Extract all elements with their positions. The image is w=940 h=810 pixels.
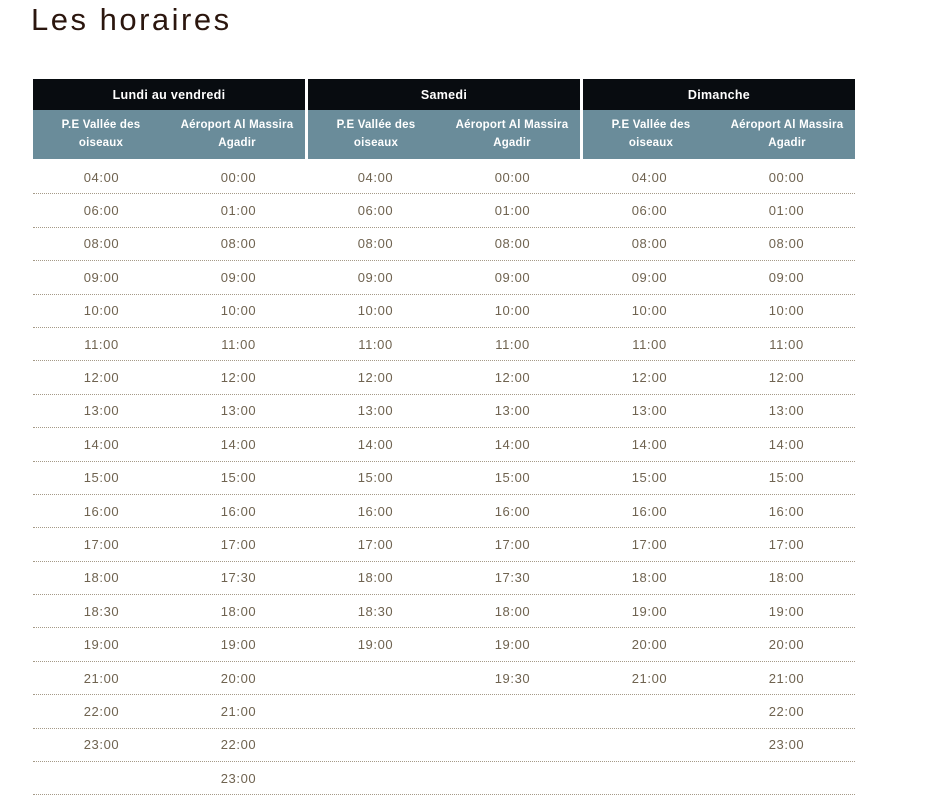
table-row — [33, 428, 855, 461]
time-cell: 12:00 — [83, 370, 120, 386]
time-cell — [444, 762, 581, 794]
stop-name-line2: Agadir — [218, 136, 256, 149]
stop-name-line2: oiseaux — [78, 136, 124, 149]
table-row — [33, 595, 855, 628]
table-row — [33, 261, 855, 294]
stop-name-line2: Agadir — [768, 136, 806, 149]
stop-name-line2: oiseaux — [628, 136, 674, 149]
table-row — [33, 194, 855, 227]
stop-column-header — [583, 110, 719, 159]
time-cell — [307, 662, 444, 694]
time-cell: 16:00 — [220, 503, 257, 519]
table-row — [33, 228, 855, 261]
time-cell: 13:00 — [494, 403, 531, 419]
time-cell: 13:00 — [768, 403, 805, 419]
time-cell: 16:00 — [768, 503, 805, 519]
day-label: Samedi — [308, 79, 580, 110]
time-cell: 19:00 — [357, 637, 394, 653]
table-row — [33, 528, 855, 561]
time-cell: 08:00 — [768, 236, 805, 252]
time-cell: 23:00 — [220, 770, 257, 786]
time-cell: 11:00 — [221, 336, 256, 352]
time-cell: 21:00 — [220, 703, 257, 719]
stop-column-header — [33, 110, 169, 159]
time-cell: 15:00 — [357, 470, 394, 486]
time-cell: 18:30 — [357, 603, 394, 619]
stop-name-line1: Aéroport Al Massira — [180, 118, 294, 131]
table-row — [33, 628, 855, 661]
time-cell: 08:00 — [631, 236, 668, 252]
time-cell: 22:00 — [83, 703, 120, 719]
time-cell: 14:00 — [494, 436, 531, 452]
stop-header-row — [33, 110, 305, 159]
stop-column-header — [308, 110, 444, 159]
stop-name-line1: P.E Vallée des — [61, 118, 141, 131]
time-cell: 19:00 — [768, 603, 805, 619]
time-cell: 21:00 — [631, 670, 668, 686]
stop-name-line2: oiseaux — [353, 136, 399, 149]
time-cell: 19:00 — [83, 637, 120, 653]
time-cell: 19:00 — [494, 637, 531, 653]
time-cell: 21:00 — [768, 670, 805, 686]
time-cell: 00:00 — [768, 169, 805, 185]
time-cell: 22:00 — [220, 737, 257, 753]
table-row — [33, 662, 855, 695]
time-cell: 14:00 — [357, 436, 394, 452]
time-cell: 06:00 — [83, 203, 120, 219]
table-row — [33, 729, 855, 762]
time-cell: 09:00 — [220, 269, 257, 285]
time-cell: 00:00 — [220, 169, 257, 185]
schedule-table — [33, 79, 855, 795]
stop-name-line1: P.E Vallée des — [336, 118, 416, 131]
time-cell: 01:00 — [494, 203, 531, 219]
time-cell: 19:00 — [631, 603, 668, 619]
time-cell: 17:00 — [631, 536, 668, 552]
day-group-header — [583, 79, 855, 159]
time-cell: 21:00 — [83, 670, 120, 686]
time-cell: 09:00 — [83, 269, 120, 285]
time-cell: 17:00 — [357, 536, 394, 552]
time-cell: 12:00 — [220, 370, 257, 386]
table-row — [33, 695, 855, 728]
time-cell: 09:00 — [494, 269, 531, 285]
time-cell: 08:00 — [357, 236, 394, 252]
time-cell: 18:30 — [83, 603, 120, 619]
stop-header-row — [583, 110, 855, 159]
stop-name-line2: Agadir — [493, 136, 531, 149]
time-cell: 15:00 — [494, 470, 531, 486]
time-cell: 16:00 — [357, 503, 394, 519]
table-row — [33, 495, 855, 528]
table-row — [33, 462, 855, 495]
day-label: Dimanche — [583, 79, 855, 110]
time-cell: 06:00 — [631, 203, 668, 219]
time-cell: 18:00 — [220, 603, 257, 619]
time-cell: 08:00 — [220, 236, 257, 252]
day-group-header — [33, 79, 305, 159]
time-cell — [581, 695, 718, 727]
time-cell: 10:00 — [220, 303, 257, 319]
time-cell: 15:00 — [768, 470, 805, 486]
day-group-header — [308, 79, 580, 159]
time-cell: 14:00 — [83, 436, 120, 452]
time-cell: 18:00 — [768, 570, 805, 586]
time-cell: 10:00 — [494, 303, 531, 319]
time-cell — [33, 762, 170, 794]
time-cell: 18:00 — [494, 603, 531, 619]
time-cell: 10:00 — [83, 303, 120, 319]
stop-name-line1: Aéroport Al Massira — [730, 118, 844, 131]
time-cell: 10:00 — [631, 303, 668, 319]
time-cell: 15:00 — [631, 470, 668, 486]
time-cell — [444, 695, 581, 727]
time-cell: 19:30 — [494, 670, 531, 686]
schedule-body — [33, 161, 855, 795]
time-cell — [307, 729, 444, 761]
time-cell: 11:00 — [358, 336, 393, 352]
time-cell: 04:00 — [357, 169, 394, 185]
time-cell — [307, 762, 444, 794]
time-cell: 08:00 — [83, 236, 120, 252]
time-cell: 18:00 — [357, 570, 394, 586]
time-cell: 11:00 — [632, 336, 667, 352]
time-cell — [307, 695, 444, 727]
table-row — [33, 328, 855, 361]
table-row — [33, 161, 855, 194]
time-cell: 09:00 — [768, 269, 805, 285]
stop-column-header — [169, 110, 305, 159]
time-cell: 11:00 — [84, 336, 119, 352]
time-cell: 14:00 — [631, 436, 668, 452]
time-cell: 22:00 — [768, 703, 805, 719]
time-cell — [718, 762, 855, 794]
time-cell: 20:00 — [631, 637, 668, 653]
time-cell: 18:00 — [83, 570, 120, 586]
time-cell: 11:00 — [769, 336, 804, 352]
stop-header-row — [308, 110, 580, 159]
stop-column-header — [719, 110, 855, 159]
time-cell: 00:00 — [494, 169, 531, 185]
time-cell: 12:00 — [631, 370, 668, 386]
time-cell: 13:00 — [357, 403, 394, 419]
time-cell: 16:00 — [631, 503, 668, 519]
time-cell: 17:00 — [768, 536, 805, 552]
table-row — [33, 361, 855, 394]
schedule-header — [33, 79, 855, 159]
time-cell: 23:00 — [83, 737, 120, 753]
time-cell: 17:30 — [494, 570, 531, 586]
time-cell: 01:00 — [220, 203, 257, 219]
time-cell — [444, 729, 581, 761]
time-cell: 15:00 — [220, 470, 257, 486]
time-cell: 14:00 — [220, 436, 257, 452]
time-cell: 10:00 — [768, 303, 805, 319]
time-cell: 17:00 — [220, 536, 257, 552]
time-cell: 19:00 — [220, 637, 257, 653]
time-cell: 01:00 — [768, 203, 805, 219]
time-cell: 17:00 — [494, 536, 531, 552]
time-cell: 11:00 — [495, 336, 530, 352]
time-cell: 20:00 — [768, 637, 805, 653]
time-cell: 14:00 — [768, 436, 805, 452]
time-cell: 16:00 — [494, 503, 531, 519]
time-cell: 15:00 — [83, 470, 120, 486]
time-cell: 12:00 — [494, 370, 531, 386]
time-cell: 20:00 — [220, 670, 257, 686]
time-cell: 13:00 — [220, 403, 257, 419]
time-cell: 08:00 — [494, 236, 531, 252]
time-cell — [581, 762, 718, 794]
time-cell: 10:00 — [357, 303, 394, 319]
time-cell: 06:00 — [357, 203, 394, 219]
time-cell: 16:00 — [83, 503, 120, 519]
table-row — [33, 395, 855, 428]
stop-name-line1: P.E Vallée des — [611, 118, 691, 131]
time-cell: 12:00 — [768, 370, 805, 386]
time-cell: 13:00 — [631, 403, 668, 419]
time-cell: 09:00 — [357, 269, 394, 285]
time-cell: 18:00 — [631, 570, 668, 586]
stop-name-line1: Aéroport Al Massira — [455, 118, 569, 131]
table-row — [33, 562, 855, 595]
table-row — [33, 762, 855, 795]
time-cell: 04:00 — [83, 169, 120, 185]
time-cell: 12:00 — [357, 370, 394, 386]
time-cell: 13:00 — [83, 403, 120, 419]
stop-column-header — [444, 110, 580, 159]
day-label: Lundi au vendredi — [33, 79, 305, 110]
time-cell: 04:00 — [631, 169, 668, 185]
time-cell: 09:00 — [631, 269, 668, 285]
time-cell: 17:30 — [220, 570, 257, 586]
page-title: Les horaires — [31, 2, 232, 37]
time-cell: 17:00 — [83, 536, 120, 552]
time-cell — [581, 729, 718, 761]
time-cell: 23:00 — [768, 737, 805, 753]
table-row — [33, 295, 855, 328]
